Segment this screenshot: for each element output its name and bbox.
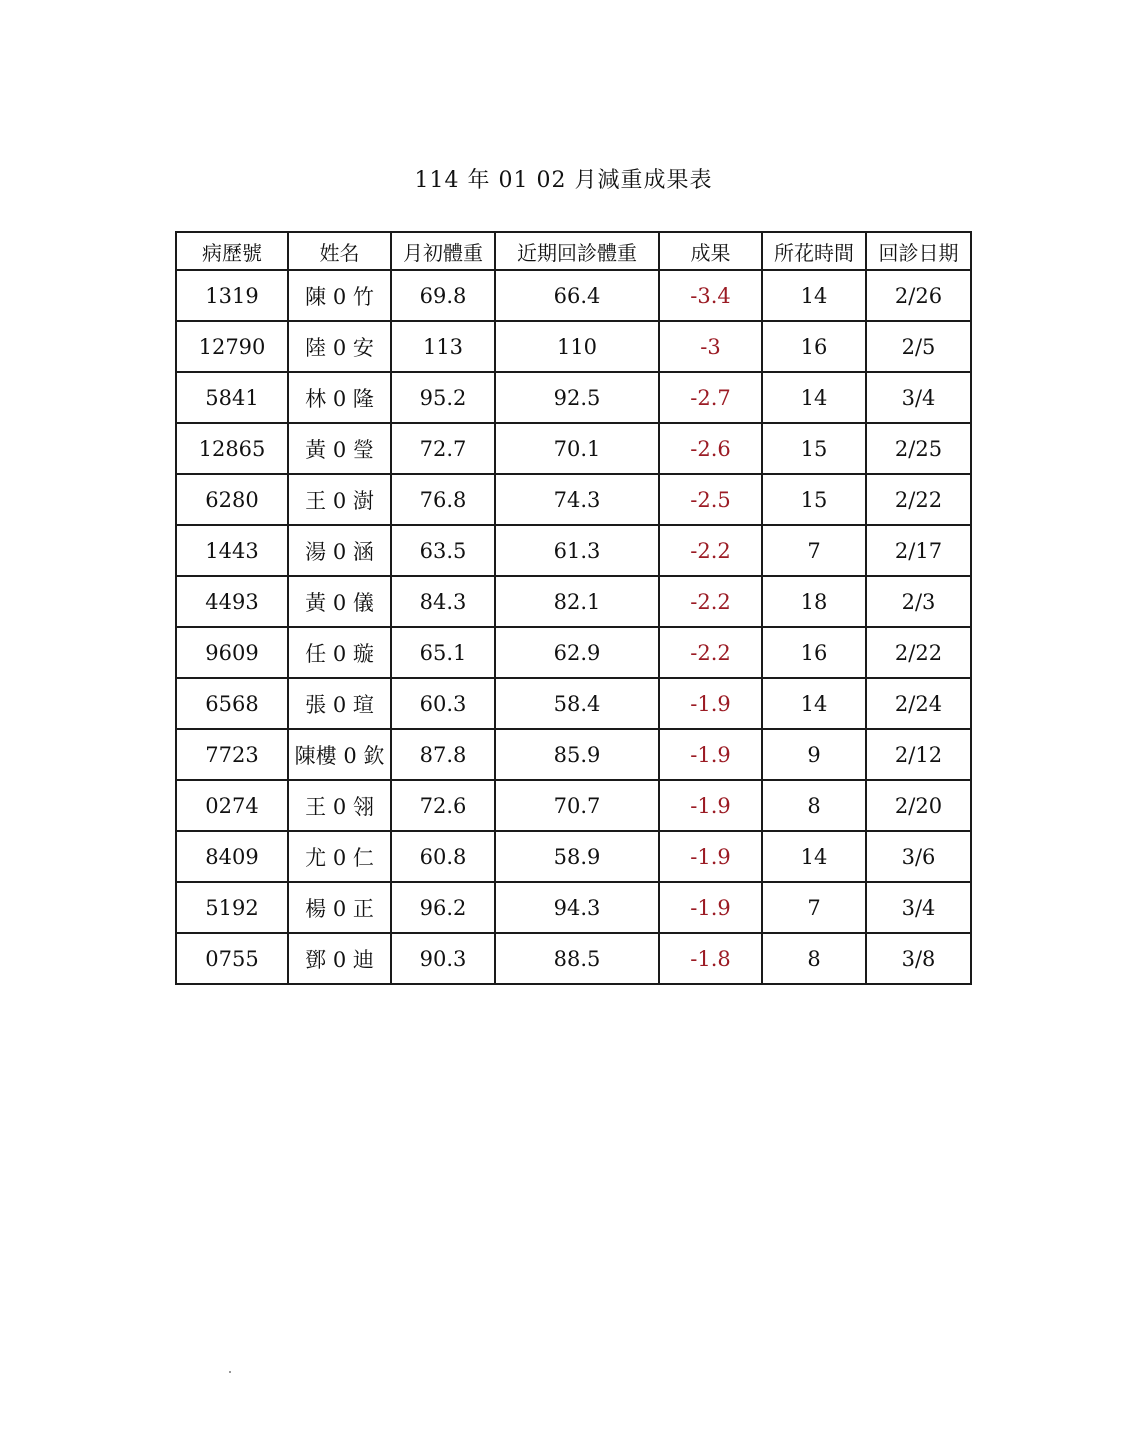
time-spent-cell: 8 — [762, 780, 866, 831]
time-spent-cell: 7 — [762, 882, 866, 933]
return-date-cell: 2/20 — [866, 780, 971, 831]
table-row — [176, 270, 971, 321]
return-date-cell: 2/17 — [866, 525, 971, 576]
recent-weight-cell: 110 — [495, 321, 659, 372]
record-number-cell: 9609 — [176, 627, 288, 678]
return-date-cell: 3/6 — [866, 831, 971, 882]
result-cell: -3 — [659, 321, 762, 372]
name-cell: 陸 0 安 — [288, 321, 391, 372]
return-date-cell: 2/5 — [866, 321, 971, 372]
time-spent-cell: 8 — [762, 933, 866, 984]
recent-weight-cell: 74.3 — [495, 474, 659, 525]
start-weight-cell: 72.7 — [391, 423, 495, 474]
time-spent-cell: 14 — [762, 831, 866, 882]
start-weight-cell: 69.8 — [391, 270, 495, 321]
return-date-cell: 2/12 — [866, 729, 971, 780]
return-date-cell: 2/24 — [866, 678, 971, 729]
result-cell: -1.9 — [659, 780, 762, 831]
start-weight-cell: 60.3 — [391, 678, 495, 729]
header-name: 姓名 — [288, 232, 391, 270]
start-weight-cell: 60.8 — [391, 831, 495, 882]
start-weight-cell: 95.2 — [391, 372, 495, 423]
result-cell: -2.5 — [659, 474, 762, 525]
record-number-cell: 7723 — [176, 729, 288, 780]
table-row — [176, 882, 971, 933]
start-weight-cell: 72.6 — [391, 780, 495, 831]
record-number-cell: 0755 — [176, 933, 288, 984]
return-date-cell: 2/25 — [866, 423, 971, 474]
recent-weight-cell: 58.9 — [495, 831, 659, 882]
table-row — [176, 576, 971, 627]
name-cell: 黃 0 儀 — [288, 576, 391, 627]
result-cell: -1.9 — [659, 729, 762, 780]
name-cell: 湯 0 涵 — [288, 525, 391, 576]
record-number-cell: 6280 — [176, 474, 288, 525]
result-cell: -2.6 — [659, 423, 762, 474]
header-recent-weight: 近期回診體重 — [495, 232, 659, 270]
time-spent-cell: 14 — [762, 270, 866, 321]
time-spent-cell: 14 — [762, 678, 866, 729]
header-result: 成果 — [659, 232, 762, 270]
record-number-cell: 5841 — [176, 372, 288, 423]
recent-weight-cell: 85.9 — [495, 729, 659, 780]
record-number-cell: 6568 — [176, 678, 288, 729]
record-number-cell: 8409 — [176, 831, 288, 882]
record-number-cell: 12790 — [176, 321, 288, 372]
recent-weight-cell: 70.7 — [495, 780, 659, 831]
table-header-row — [176, 232, 971, 270]
table-row — [176, 627, 971, 678]
result-cell: -3.4 — [659, 270, 762, 321]
result-cell: -1.9 — [659, 831, 762, 882]
return-date-cell: 2/26 — [866, 270, 971, 321]
recent-weight-cell: 82.1 — [495, 576, 659, 627]
start-weight-cell: 76.8 — [391, 474, 495, 525]
name-cell: 尤 0 仁 — [288, 831, 391, 882]
header-time-spent: 所花時間 — [762, 232, 866, 270]
time-spent-cell: 18 — [762, 576, 866, 627]
start-weight-cell: 90.3 — [391, 933, 495, 984]
return-date-cell: 3/4 — [866, 372, 971, 423]
start-weight-cell: 96.2 — [391, 882, 495, 933]
result-cell: -2.2 — [659, 525, 762, 576]
start-weight-cell: 87.8 — [391, 729, 495, 780]
name-cell: 陳 0 竹 — [288, 270, 391, 321]
record-number-cell: 4493 — [176, 576, 288, 627]
table-row — [176, 525, 971, 576]
table-row — [176, 729, 971, 780]
return-date-cell: 3/4 — [866, 882, 971, 933]
scan-speck — [229, 1371, 231, 1373]
result-cell: -2.7 — [659, 372, 762, 423]
time-spent-cell: 15 — [762, 423, 866, 474]
time-spent-cell: 7 — [762, 525, 866, 576]
weight-loss-results-table — [175, 231, 972, 985]
header-record-number: 病歷號 — [176, 232, 288, 270]
header-start-weight: 月初體重 — [391, 232, 495, 270]
name-cell: 黃 0 瑩 — [288, 423, 391, 474]
result-cell: -2.2 — [659, 627, 762, 678]
name-cell: 林 0 隆 — [288, 372, 391, 423]
table-row — [176, 933, 971, 984]
record-number-cell: 0274 — [176, 780, 288, 831]
return-date-cell: 2/3 — [866, 576, 971, 627]
name-cell: 任 0 璇 — [288, 627, 391, 678]
recent-weight-cell: 61.3 — [495, 525, 659, 576]
start-weight-cell: 65.1 — [391, 627, 495, 678]
document-title: 114 年 01 02 月減重成果表 — [414, 168, 713, 193]
return-date-cell: 3/8 — [866, 933, 971, 984]
recent-weight-cell: 92.5 — [495, 372, 659, 423]
return-date-cell: 2/22 — [866, 474, 971, 525]
recent-weight-cell: 58.4 — [495, 678, 659, 729]
start-weight-cell: 63.5 — [391, 525, 495, 576]
record-number-cell: 5192 — [176, 882, 288, 933]
recent-weight-cell: 62.9 — [495, 627, 659, 678]
header-return-date: 回診日期 — [866, 232, 971, 270]
table-row — [176, 423, 971, 474]
recent-weight-cell: 70.1 — [495, 423, 659, 474]
time-spent-cell: 15 — [762, 474, 866, 525]
start-weight-cell: 113 — [391, 321, 495, 372]
table-row — [176, 831, 971, 882]
name-cell: 鄧 0 迪 — [288, 933, 391, 984]
time-spent-cell: 16 — [762, 321, 866, 372]
table-row — [176, 780, 971, 831]
table-row — [176, 372, 971, 423]
result-cell: -2.2 — [659, 576, 762, 627]
result-cell: -1.8 — [659, 933, 762, 984]
table-row — [176, 678, 971, 729]
record-number-cell: 12865 — [176, 423, 288, 474]
result-cell: -1.9 — [659, 882, 762, 933]
recent-weight-cell: 94.3 — [495, 882, 659, 933]
record-number-cell: 1319 — [176, 270, 288, 321]
time-spent-cell: 9 — [762, 729, 866, 780]
name-cell: 王 0 翎 — [288, 780, 391, 831]
recent-weight-cell: 66.4 — [495, 270, 659, 321]
time-spent-cell: 16 — [762, 627, 866, 678]
return-date-cell: 2/22 — [866, 627, 971, 678]
time-spent-cell: 14 — [762, 372, 866, 423]
table-row — [176, 474, 971, 525]
recent-weight-cell: 88.5 — [495, 933, 659, 984]
record-number-cell: 1443 — [176, 525, 288, 576]
start-weight-cell: 84.3 — [391, 576, 495, 627]
result-cell: -1.9 — [659, 678, 762, 729]
table-row — [176, 321, 971, 372]
name-cell: 王 0 澍 — [288, 474, 391, 525]
name-cell: 楊 0 正 — [288, 882, 391, 933]
name-cell: 張 0 瑄 — [288, 678, 391, 729]
name-cell: 陳樓 0 欽 — [288, 729, 391, 780]
